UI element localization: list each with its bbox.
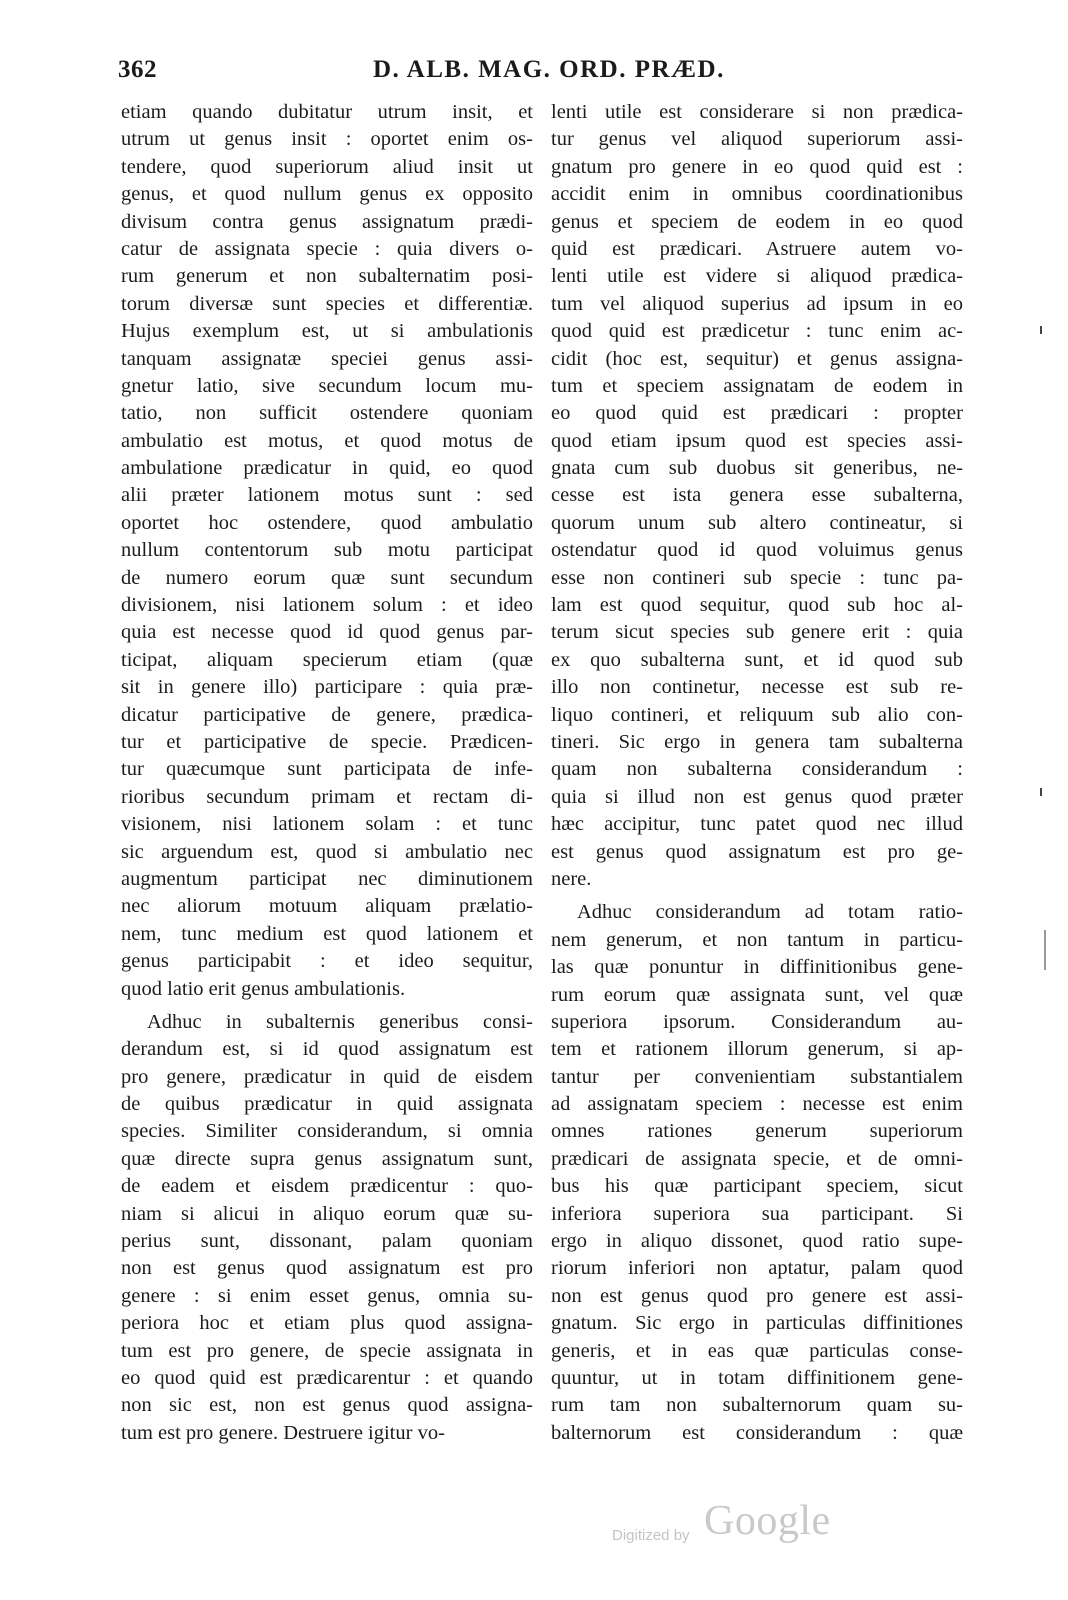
text-line: divisionem, nisi lationem solum : et ideo — [121, 594, 533, 617]
text-line: rum tam non subalternorum quam su- — [551, 1394, 963, 1417]
margin-mark — [1040, 788, 1042, 796]
text-line: lenti utile est videre si aliquod prædica- — [551, 265, 963, 288]
text-line: tur quæcumque sunt participata de infe- — [121, 758, 533, 781]
text-line: eo quod quid est prædicarentur : et quando — [121, 1366, 533, 1389]
text-line: nem, tunc medium est quod lationem et — [121, 922, 533, 945]
text-line: derandum est, si id quod assignatum est — [121, 1038, 533, 1061]
text-line: liquo contineri, et reliquum sub alio con- — [551, 703, 963, 726]
google-logo: Google — [704, 1498, 831, 1544]
text-line: bus his quæ participant speciem, sicut — [551, 1175, 963, 1198]
text-line: tum et speciem assignatam de eodem in — [551, 374, 963, 397]
text-line: nec aliorum motuum aliquam prælatio- — [121, 895, 533, 918]
text-line: quod latio erit genus ambulationis. — [121, 977, 406, 1000]
text-line: superiora ipsorum. Considerandum au- — [551, 1010, 963, 1033]
text-line: est genus quod assignatum est pro ge- — [551, 840, 963, 863]
margin-mark — [1040, 326, 1042, 334]
text-line: Adhuc considerandum ad totam ratio- — [577, 901, 963, 924]
text-line: alii præter lationem motus sunt : sed — [121, 484, 533, 507]
text-line: augmentum participat nec diminutionem — [121, 867, 533, 890]
text-line: non est genus quod assignatum est pro — [121, 1257, 533, 1280]
text-line: esse non contineri sub specie : tunc pa- — [551, 566, 963, 589]
text-line: tantur per convenientiam substantialem — [551, 1065, 963, 1088]
text-line: etiam quando dubitatur utrum insit, et — [121, 101, 533, 123]
text-line: genus, et quod nullum genus ex opposito — [121, 183, 533, 206]
text-line: gnatum. Sic ergo in particulas diffinitiones — [551, 1312, 963, 1335]
text-line: visionem, nisi lationem solam : et tunc — [121, 813, 533, 836]
text-line: perius sunt, dissonant, palam quoniam — [121, 1230, 533, 1253]
text-line: terum sicut species sub genere erit : quia — [551, 621, 963, 644]
text-line: cesse est ista genera esse subalterna, — [551, 484, 963, 507]
text-line: ambulatione prædicatur in quid, eo quod — [121, 457, 533, 480]
text-line: eo quod quid est prædicari : propter — [551, 402, 963, 425]
text-line: tem et rationem illorum generum, si ap- — [551, 1038, 963, 1061]
text-line: inferiora superiora sua participant. Si — [551, 1202, 963, 1225]
text-line: oportet hoc ostendere, quod ambulatio — [121, 511, 533, 534]
left-text-column — [121, 99, 533, 1447]
text-line: tineri. Sic ergo in genera tam subalterna — [551, 730, 963, 753]
text-line: gnata cum sub duobus sit generibus, ne- — [551, 457, 963, 480]
text-line: pro genere, prædicatur in quid de eisdem — [121, 1065, 533, 1088]
text-line: tum est pro genere. Destruere igitur vo- — [121, 1421, 445, 1444]
text-line: catur de assignata specie : quia divers o- — [121, 237, 533, 260]
text-line: rum eorum quæ assignata sunt, vel quæ — [551, 983, 963, 1006]
text-line: las quæ ponuntur in diffinitionibus gene- — [551, 956, 963, 979]
text-line: balternorum est considerandum : quæ — [551, 1421, 963, 1444]
text-line: sic arguendum est, quod si ambulatio nec — [121, 840, 533, 863]
text-line: tatio, non sufficit ostendere quoniam — [121, 402, 533, 425]
text-line: accidit enim in omnibus coordinationibus — [551, 183, 963, 206]
text-line: torum diversæ sunt species et differentiæ. — [121, 292, 533, 315]
text-line: gnetur latio, sive secundum locum mu- — [121, 374, 533, 397]
text-line: de numero eorum quæ sunt secundum — [121, 566, 533, 589]
text-line: prædicari de assignata specie, et de omni- — [551, 1147, 963, 1170]
text-line: ambulatio est motus, et quod motus de — [121, 429, 533, 452]
text-line: generis, et in eas quæ particulas conse- — [551, 1339, 963, 1362]
text-line: sit in genere illo) participare : quia præ- — [121, 676, 533, 699]
text-line: quod etiam ipsum quod est species assi- — [551, 429, 963, 452]
text-line: quæ directe supra genus assignatum sunt, — [121, 1147, 533, 1170]
running-title: D. ALB. MAG. ORD. PRÆD. — [373, 56, 725, 83]
text-line: non est genus quod pro genere est assi- — [551, 1284, 963, 1307]
text-line: genere : si enim esset genus, omnia su- — [121, 1284, 533, 1307]
text-line: tum vel aliquod superius ad ipsum in eo — [551, 292, 963, 315]
text-line: tanquam assignatæ speciei genus assi- — [121, 347, 533, 370]
text-line: quod quid est prædicetur : tunc enim ac- — [551, 320, 963, 343]
text-line: gnatum pro genere in eo quod quid est : — [551, 155, 963, 178]
text-line: rioribus secundum primam et rectam di- — [121, 785, 533, 808]
text-line: quid est prædicari. Astruere autem vo- — [551, 237, 963, 260]
text-line: lenti utile est considerare si non prædica- — [551, 101, 963, 123]
text-line: nere. — [551, 867, 592, 890]
text-line: species. Similiter considerandum, si omnia — [121, 1120, 533, 1143]
text-line: tum est pro genere, de specie assignata in — [121, 1339, 533, 1362]
text-line: ticipat, aliquam specierum etiam (quæ — [121, 648, 533, 671]
text-line: ad assignatam speciem : necesse est enim — [551, 1093, 963, 1116]
margin-mark — [1044, 930, 1046, 970]
text-line: genus participabit : et ideo sequitur, — [121, 950, 533, 973]
text-line: Adhuc in subalternis generibus consi- — [147, 1010, 533, 1033]
text-line: dicatur participative de genere, prædica- — [121, 703, 533, 726]
text-line: de quibus prædicatur in quid assignata — [121, 1093, 533, 1116]
text-line: nem generum, et non tantum in particu- — [551, 928, 963, 951]
text-line: quam non subalterna considerandum : — [551, 758, 963, 781]
text-line: periora hoc et etiam plus quod assigna- — [121, 1312, 533, 1335]
text-line: quia si illud non est genus quod præter — [551, 785, 963, 808]
text-line: quuntur, ut in totam diffinitionem gene- — [551, 1366, 963, 1389]
text-line: hæc accipitur, tunc patet quod nec illud — [551, 813, 963, 836]
text-line: Hujus exemplum est, ut si ambulationis — [121, 320, 533, 343]
text-line: divisum contra genus assignatum prædi- — [121, 210, 533, 233]
text-line: omnes rationes generum superiorum — [551, 1120, 963, 1143]
text-line: lam est quod sequitur, quod sub hoc al- — [551, 594, 963, 617]
text-line: nullum contentorum sub motu participat — [121, 539, 533, 562]
text-line: tendere, quod superiorum aliud insit ut — [121, 155, 533, 178]
text-line: tur genus vel aliquod superiorum assi- — [551, 128, 963, 151]
text-line: utrum ut genus insit : oportet enim os- — [121, 128, 533, 151]
text-line: riorum inferiori non aptatur, palam quod — [551, 1257, 963, 1280]
text-line: cidit (hoc est, sequitur) et genus assigna- — [551, 347, 963, 370]
text-line: niam si alicui in aliquo eorum quæ su- — [121, 1202, 533, 1225]
text-line: ostendatur quod id quod voluimus genus — [551, 539, 963, 562]
text-line: de eadem et eisdem prædicentur : quo- — [121, 1175, 533, 1198]
text-line: illo non continetur, necesse est sub re- — [551, 676, 963, 699]
text-line: rum generum et non subalternatim posi- — [121, 265, 533, 288]
digitized-by-label: Digitized by — [612, 1527, 690, 1544]
text-line: tur et participative de specie. Prædicen- — [121, 730, 533, 753]
page-number: 362 — [118, 56, 157, 83]
running-head — [118, 56, 958, 92]
text-line: quorum unum sub altero contineatur, si — [551, 511, 963, 534]
text-line: ex quo subalterna sunt, et id quod sub — [551, 648, 963, 671]
text-line: non sic est, non est genus quod assigna- — [121, 1394, 533, 1417]
text-line: genus et speciem de eodem in eo quod — [551, 210, 963, 233]
text-line: quia est necesse quod id quod genus par- — [121, 621, 533, 644]
text-line: ergo in aliquo dissonet, quod ratio supe- — [551, 1230, 963, 1253]
right-text-column — [551, 99, 963, 1447]
digitized-watermark — [612, 1497, 852, 1557]
